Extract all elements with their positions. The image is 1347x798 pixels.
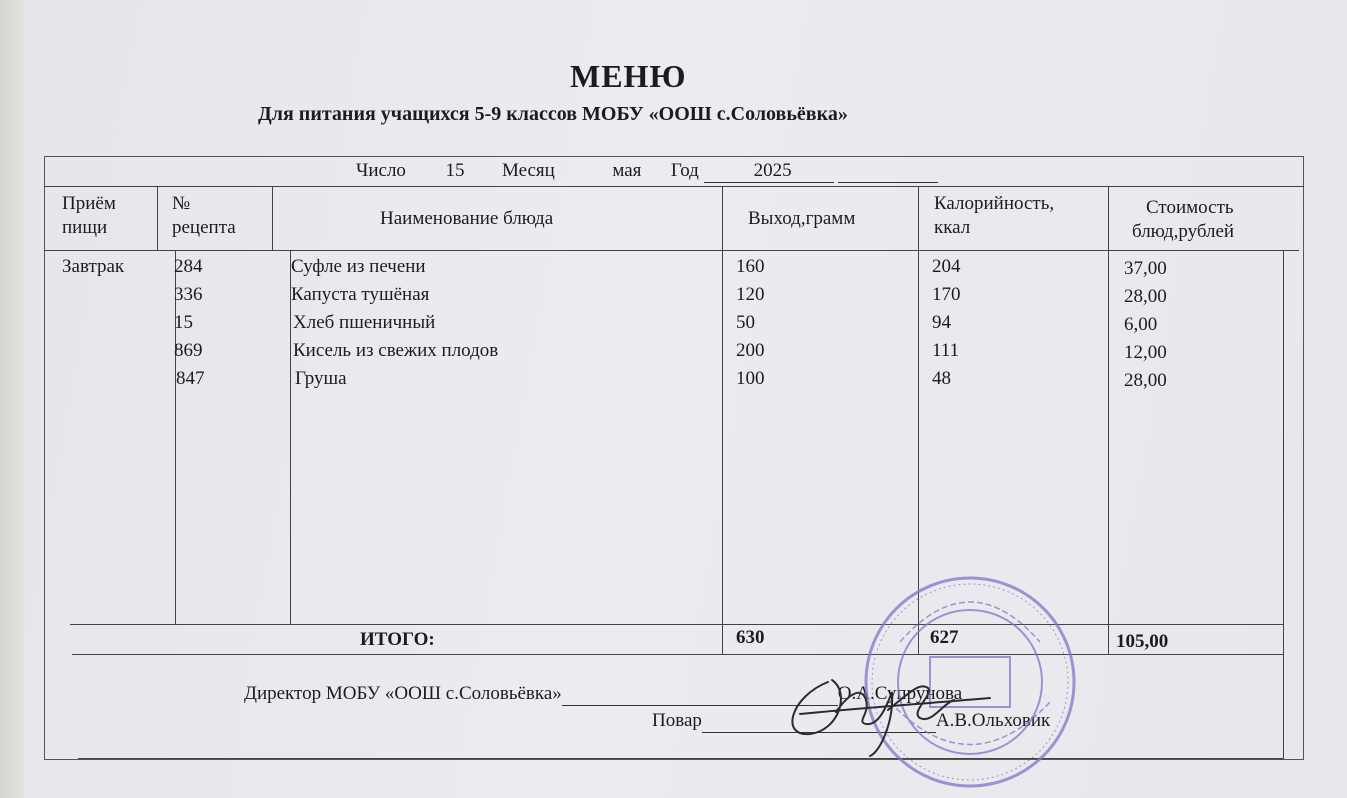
total-calories: 627 [930, 627, 959, 648]
director-label: Директор МОБУ «ООШ с.Соловьёвка» [244, 683, 562, 704]
document-subtitle: Для питания учащихся 5-9 классов МОБУ «ООШ с.Соловьёвка» [258, 103, 848, 125]
recipe-column [174, 253, 205, 393]
table-row-calories: 94 [932, 312, 951, 333]
table-row-cost: 28,00 [1124, 370, 1167, 391]
total-row-top [70, 624, 1284, 625]
total-row-bottom [72, 654, 1284, 655]
cost-column [1124, 255, 1167, 395]
table-row-calories: 204 [932, 256, 961, 277]
dish-column [291, 253, 498, 393]
table-row-dish: Капуста тушёная [291, 284, 430, 305]
total-label: ИТОГО: [360, 629, 435, 650]
date-row-divider [44, 186, 1304, 187]
document-title: МЕНЮ [570, 58, 687, 94]
inner-right-border [1283, 250, 1284, 758]
signature-box-bottom [78, 758, 1284, 759]
table-row-weight: 160 [736, 256, 765, 277]
table-row-weight: 120 [736, 284, 765, 305]
header-dish: Наименование блюда [380, 208, 554, 229]
table-row-dish: Хлеб пшеничный [293, 312, 436, 333]
day-value: 15 [445, 160, 465, 181]
table-row-cost: 6,00 [1124, 314, 1158, 335]
table-row-calories: 48 [932, 368, 951, 389]
table-row-weight: 50 [736, 312, 755, 333]
col-divider-2-header [272, 186, 273, 250]
header-row-divider [44, 250, 1299, 251]
header-cost: Стоимость блюд,рублей [1132, 197, 1235, 242]
cook-label: Повар [652, 710, 702, 731]
table-row-cost: 37,00 [1124, 258, 1167, 279]
handwritten-signature-icon [770, 652, 1000, 762]
col-divider-1-header [157, 186, 158, 250]
total-weight: 630 [736, 627, 765, 648]
month-value: мая [612, 160, 642, 181]
header-recipe: № рецепта [172, 193, 236, 238]
month-label: Месяц [501, 160, 555, 181]
header-weight: Выход,грамм [748, 208, 856, 229]
col-divider-3 [722, 186, 723, 654]
header-calories: Калорийность, ккал [934, 193, 1055, 238]
meal-name: Завтрак [62, 256, 125, 277]
cook-name: А.В.Ольховик [935, 710, 1051, 731]
day-label: Число [356, 160, 406, 181]
table-row-recipe: 869 [174, 340, 203, 361]
total-cost: 105,00 [1116, 631, 1169, 652]
table-row-recipe: 847 [176, 368, 205, 389]
table-row-calories: 111 [932, 340, 960, 361]
director-name: О.А.Супрунова [837, 683, 963, 704]
col-divider-5 [1108, 186, 1109, 654]
table-row-cost: 28,00 [1124, 286, 1167, 307]
weight-column [736, 253, 765, 393]
table-row-recipe: 15 [174, 312, 193, 333]
table-row-calories: 170 [932, 284, 961, 305]
table-row-dish: Суфле из печени [291, 256, 426, 277]
paper-edge [0, 0, 24, 798]
table-row-recipe: 336 [174, 284, 203, 305]
menu-table-frame [44, 156, 1304, 760]
calories-column [932, 253, 961, 393]
date-row [356, 160, 938, 183]
table-row-weight: 100 [736, 368, 765, 389]
year-value: 2025 [704, 160, 834, 183]
header-meal: Приём пищи [62, 193, 116, 238]
table-row-cost: 12,00 [1124, 342, 1167, 363]
year-label: Год [670, 160, 699, 181]
table-row-recipe: 284 [174, 256, 203, 277]
table-row-dish: Кисель из свежих плодов [293, 340, 499, 361]
table-row-weight: 200 [736, 340, 765, 361]
table-row-dish: Груша [295, 368, 347, 389]
